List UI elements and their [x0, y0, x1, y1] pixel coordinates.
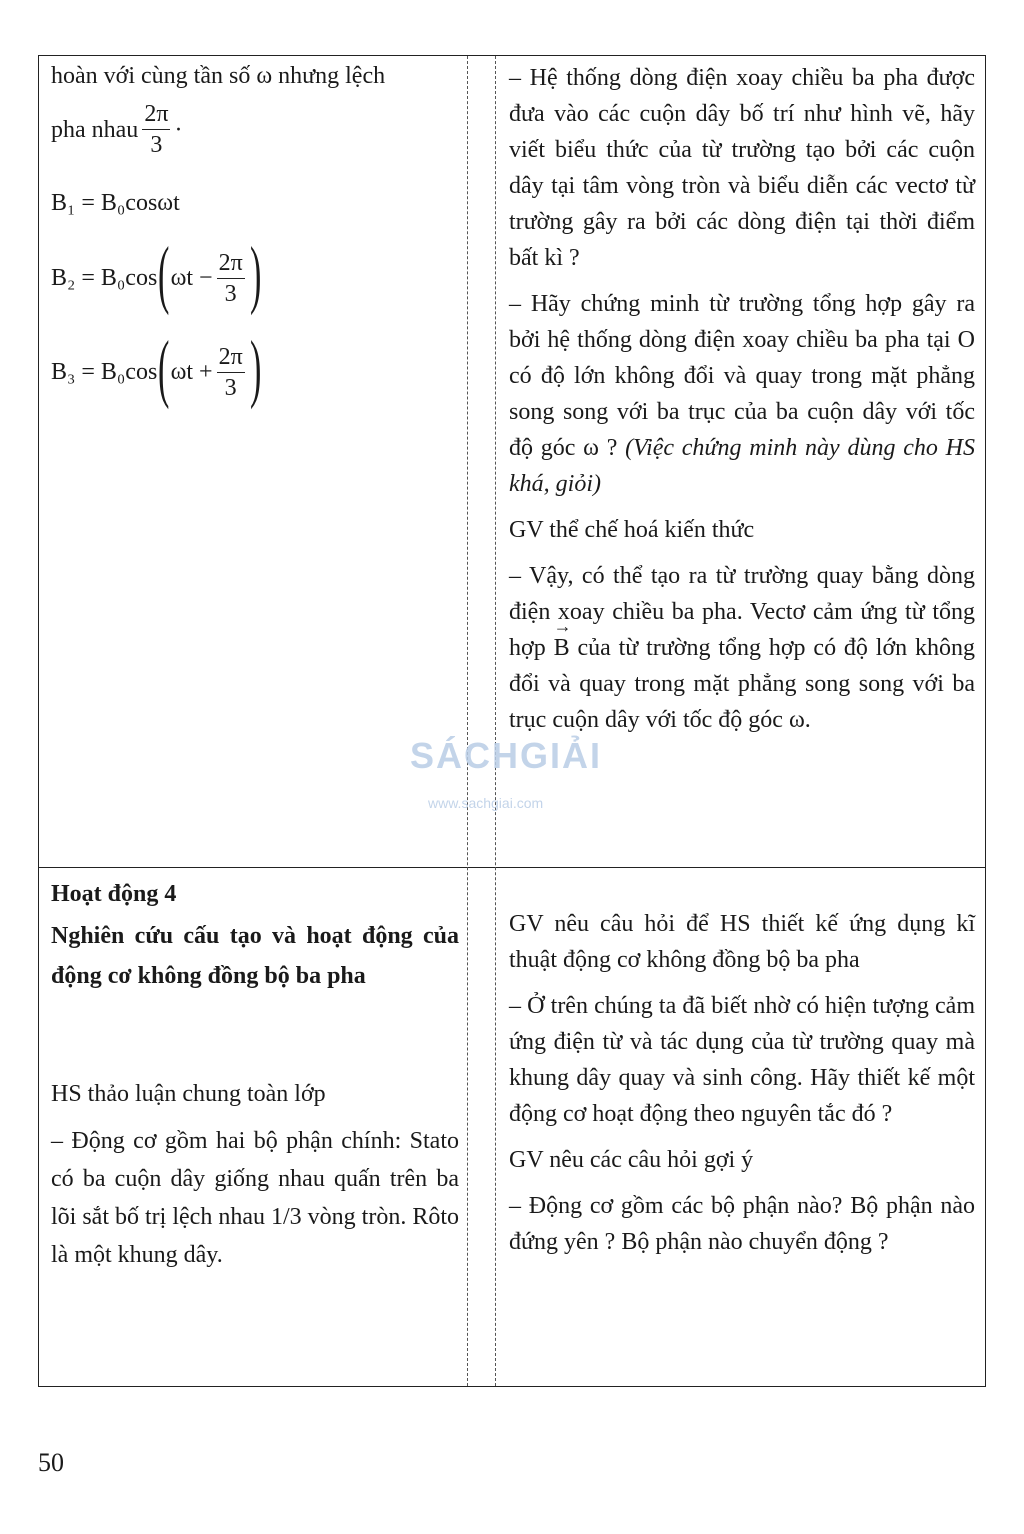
formula-b2 [51, 232, 459, 321]
fraction-numerator: 2π [217, 345, 245, 373]
watermark-url: www.sachgiai.com [428, 795, 544, 811]
fraction-denominator: 3 [150, 132, 163, 158]
paragraph: – Động cơ gồm các bộ phận nào? Bộ phận nào đứng yên ? Bộ phận nào chuyển động ? [509, 1193, 975, 1255]
formula-b3-lhs: B₃ = B₀cos [51, 359, 158, 385]
column-divider-right [495, 56, 496, 1386]
activity-heading: Hoạt động 4 [51, 881, 177, 907]
paragraph [509, 286, 975, 502]
phase-fraction [142, 102, 170, 157]
fraction-numerator: 2π [217, 251, 245, 279]
fraction-numerator: 2π [142, 102, 170, 130]
formula-b3-fraction [217, 345, 245, 400]
paragraph: GV thể chế hoá kiến thức [509, 517, 755, 543]
paragraph-text: của từ trường tổng hợp có độ lớn không đổi và quay trong mặt phẳng song song với ba trục cuộn dây với tốc độ góc ω. [509, 635, 975, 733]
formula-b1-text: B₁ = B₀cosωt [51, 190, 180, 216]
paragraph-text: – Vậy, có thể tạo ra từ trường quay bằng dòng điện xoay chiều ba pha. Vectơ cảm ứng từ tổng hợp [509, 563, 975, 661]
paragraph: – Ở trên chúng ta đã biết nhờ có hiện tượng cảm ứng điện từ và tác dụng của từ trường quay mà khung dây quay và sinh công. Hãy thiết kế một động cơ hoạt động theo nguyên tắc đó ? [509, 993, 975, 1127]
teacher-activity-cell-1 [509, 60, 975, 738]
page-number: 50 [38, 1448, 64, 1477]
column-divider-left [467, 56, 468, 1386]
watermark-logo: SÁCHGIẢI [410, 735, 603, 776]
formula-b1 [51, 183, 459, 223]
fraction-denominator: 3 [224, 374, 237, 401]
paragraph: GV nêu câu hỏi để HS thiết kế ứng dụng kĩ thuật động cơ không đồng bộ ba pha [509, 911, 975, 973]
vector-b-symbol: → B [554, 630, 570, 666]
teacher-activity-cell-2 [509, 906, 975, 1260]
formula-b2-fraction [217, 251, 245, 306]
student-activity-cell-2 [51, 870, 459, 1274]
left-paren: ( [158, 232, 170, 316]
phase-line [51, 102, 459, 157]
student-activity-cell-1 [51, 58, 459, 415]
formula-b3 [51, 326, 459, 415]
formula-b2-arg: ωt − [170, 265, 213, 291]
paragraph: – Động cơ gồm hai bộ phận chính: Stato có ba cuộn dây giống nhau quấn trên ba lõi sắt bố trị lệch nhau 1/3 vòng tròn. Rôto là một khung dây. [51, 1128, 459, 1268]
formula-b3-arg: ωt + [170, 359, 213, 385]
paragraph: HS thảo luận chung toàn lớp [51, 1081, 326, 1107]
paragraph-note: (Việc chứng minh này dùng cho HS khá, giỏi) [509, 435, 975, 497]
phase-prefix: pha nhau [51, 116, 139, 143]
activity-title: Nghiên cứu cấu tạo và hoạt động của động cơ không đồng bộ ba pha [51, 923, 459, 989]
right-paren: ) [249, 326, 262, 410]
left-paren: ( [158, 326, 170, 410]
lesson-table [38, 55, 986, 1387]
paragraph-text: – Hãy chứng minh từ trường tổng hợp gây ra bởi hệ thống dòng điện xoay chiều ba pha tại O có độ lớn không đổi và quay trong mặt phẳng song song với ba trục của ba cuộn dây với tốc độ góc ω ? [509, 291, 975, 461]
phase-suffix: · [174, 116, 183, 143]
right-paren: ) [249, 232, 262, 316]
fraction-denominator: 3 [224, 280, 237, 307]
formula-b2-lhs: B₂ = B₀cos [51, 265, 158, 291]
paragraph [509, 558, 975, 738]
text-line: hoàn với cùng tần số ω nhưng lệch [51, 63, 386, 89]
row-divider [39, 867, 985, 868]
paragraph: – Hệ thống dòng điện xoay chiều ba pha được đưa vào các cuộn dây bố trí như hình vẽ, hãy viết biểu thức của từ trường tạo bởi các cuộn dây tại tâm vòng tròn và biểu diễn các vectơ từ trường gây ra bởi các dòng điện tại thời điểm bất kì ? [509, 65, 975, 271]
paragraph: GV nêu các câu hỏi gợi ý [509, 1147, 754, 1173]
